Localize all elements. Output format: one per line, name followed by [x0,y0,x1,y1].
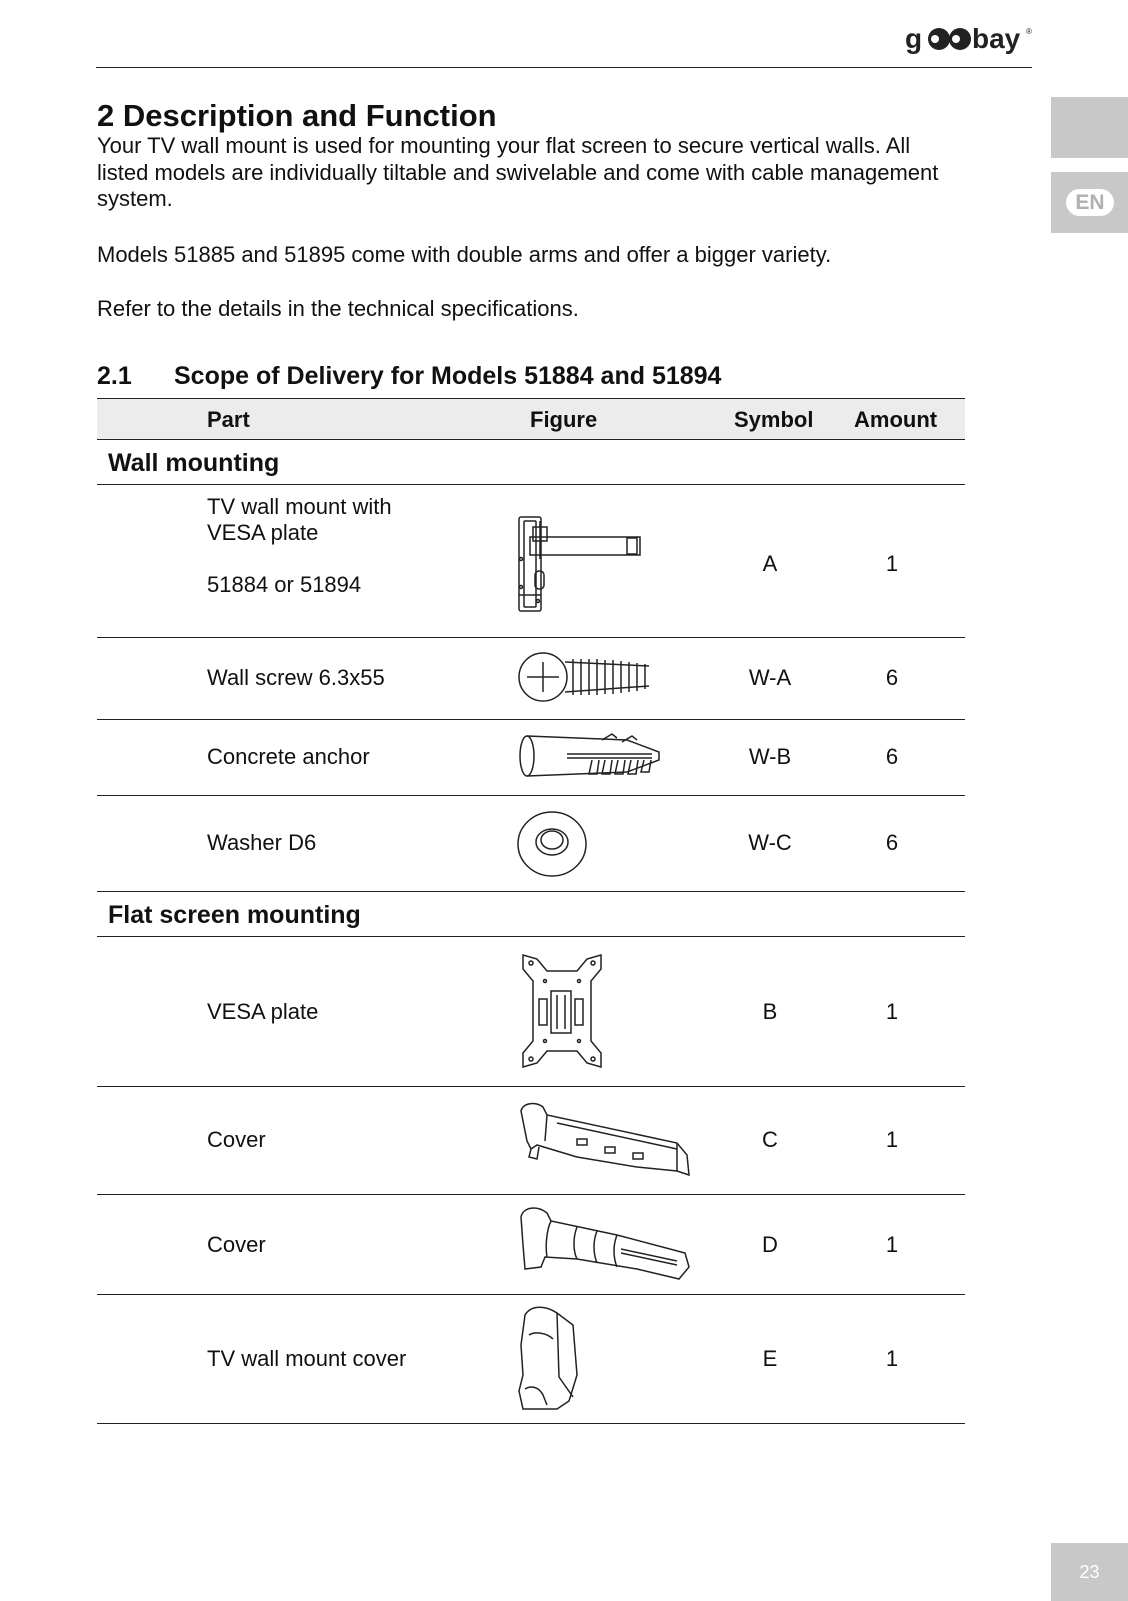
page-number: 23 [1051,1543,1128,1601]
amount-cell: 6 [885,744,899,769]
svg-text:g: g [905,23,923,54]
amount-cell: 1 [885,1232,899,1257]
part-cell: TV wall mount cover [207,1346,407,1371]
tv-wall-mount-cover-icon [517,1305,589,1417]
paragraph-intro: Your TV wall mount is used for mounting your flat screen to secure vertical walls. All listed models are individually tiltable and swivelable and come with cable management system. [97,133,939,211]
subsection-text: Scope of Delivery for Models 51884 and 51894 [174,362,722,390]
cover-d-icon [517,1205,693,1291]
part-cell: TV wall mount with VESA plate 51884 or 51894 [207,494,392,597]
symbol-cell: A [762,551,778,576]
table-row [97,1087,965,1195]
table-row [97,796,965,892]
part-cell: Concrete anchor [207,744,370,769]
symbol-cell: E [762,1346,778,1371]
table-header [97,398,965,440]
wall-screw-icon [517,650,653,712]
symbol-cell: D [762,1232,778,1257]
amount-cell: 1 [885,551,899,576]
part-cell: Cover [207,1232,266,1257]
goobay-logo [905,20,1035,60]
language-label: EN [1066,189,1114,216]
side-tab-language [1051,172,1128,233]
header-symbol: Symbol [734,407,814,432]
group-title-flat-screen-mounting: Flat screen mounting [97,892,965,937]
paragraph-refer: Refer to the details in the technical specifications. [97,296,579,321]
table-row [97,720,965,796]
header-amount: Amount [854,407,938,432]
table-row [97,1295,965,1424]
symbol-cell: W-A [748,665,792,690]
tv-wall-mount-icon [517,515,642,619]
symbol-cell: W-B [748,744,792,769]
part-cell: Washer D6 [207,830,317,855]
symbol-cell: W-C [748,830,792,855]
subsection-title [97,362,721,391]
amount-cell: 6 [885,830,899,855]
amount-cell: 1 [885,999,899,1024]
part-cell: Cover [207,1127,266,1152]
table-row [97,638,965,720]
delivery-table [97,398,965,1424]
side-tab-blank [1051,97,1128,158]
vesa-plate-icon [517,951,607,1079]
group-title-wall-mounting: Wall mounting [97,440,965,485]
section-title: 2 Description and Function [97,98,497,133]
concrete-anchor-icon [517,732,663,788]
header-figure: Figure [530,407,598,432]
header-rule [96,67,1032,68]
washer-icon [517,810,589,884]
table-row [97,937,965,1087]
subsection-number: 2.1 [97,362,132,390]
svg-text:®: ® [1026,27,1032,36]
symbol-cell: B [762,999,778,1024]
amount-cell: 1 [885,1127,899,1152]
amount-cell: 1 [885,1346,899,1371]
cover-c-icon [517,1101,693,1187]
symbol-cell: C [762,1127,778,1152]
table-row [97,1195,965,1295]
part-cell: VESA plate [207,999,319,1024]
paragraph-models: Models 51885 and 51895 come with double arms and offer a bigger variety. [97,242,832,267]
svg-text:bay: bay [972,23,1021,54]
part-cell: Wall screw 6.3x55 [207,665,385,690]
amount-cell: 6 [885,665,899,690]
header-part: Part [207,407,250,432]
table-row [97,485,965,638]
